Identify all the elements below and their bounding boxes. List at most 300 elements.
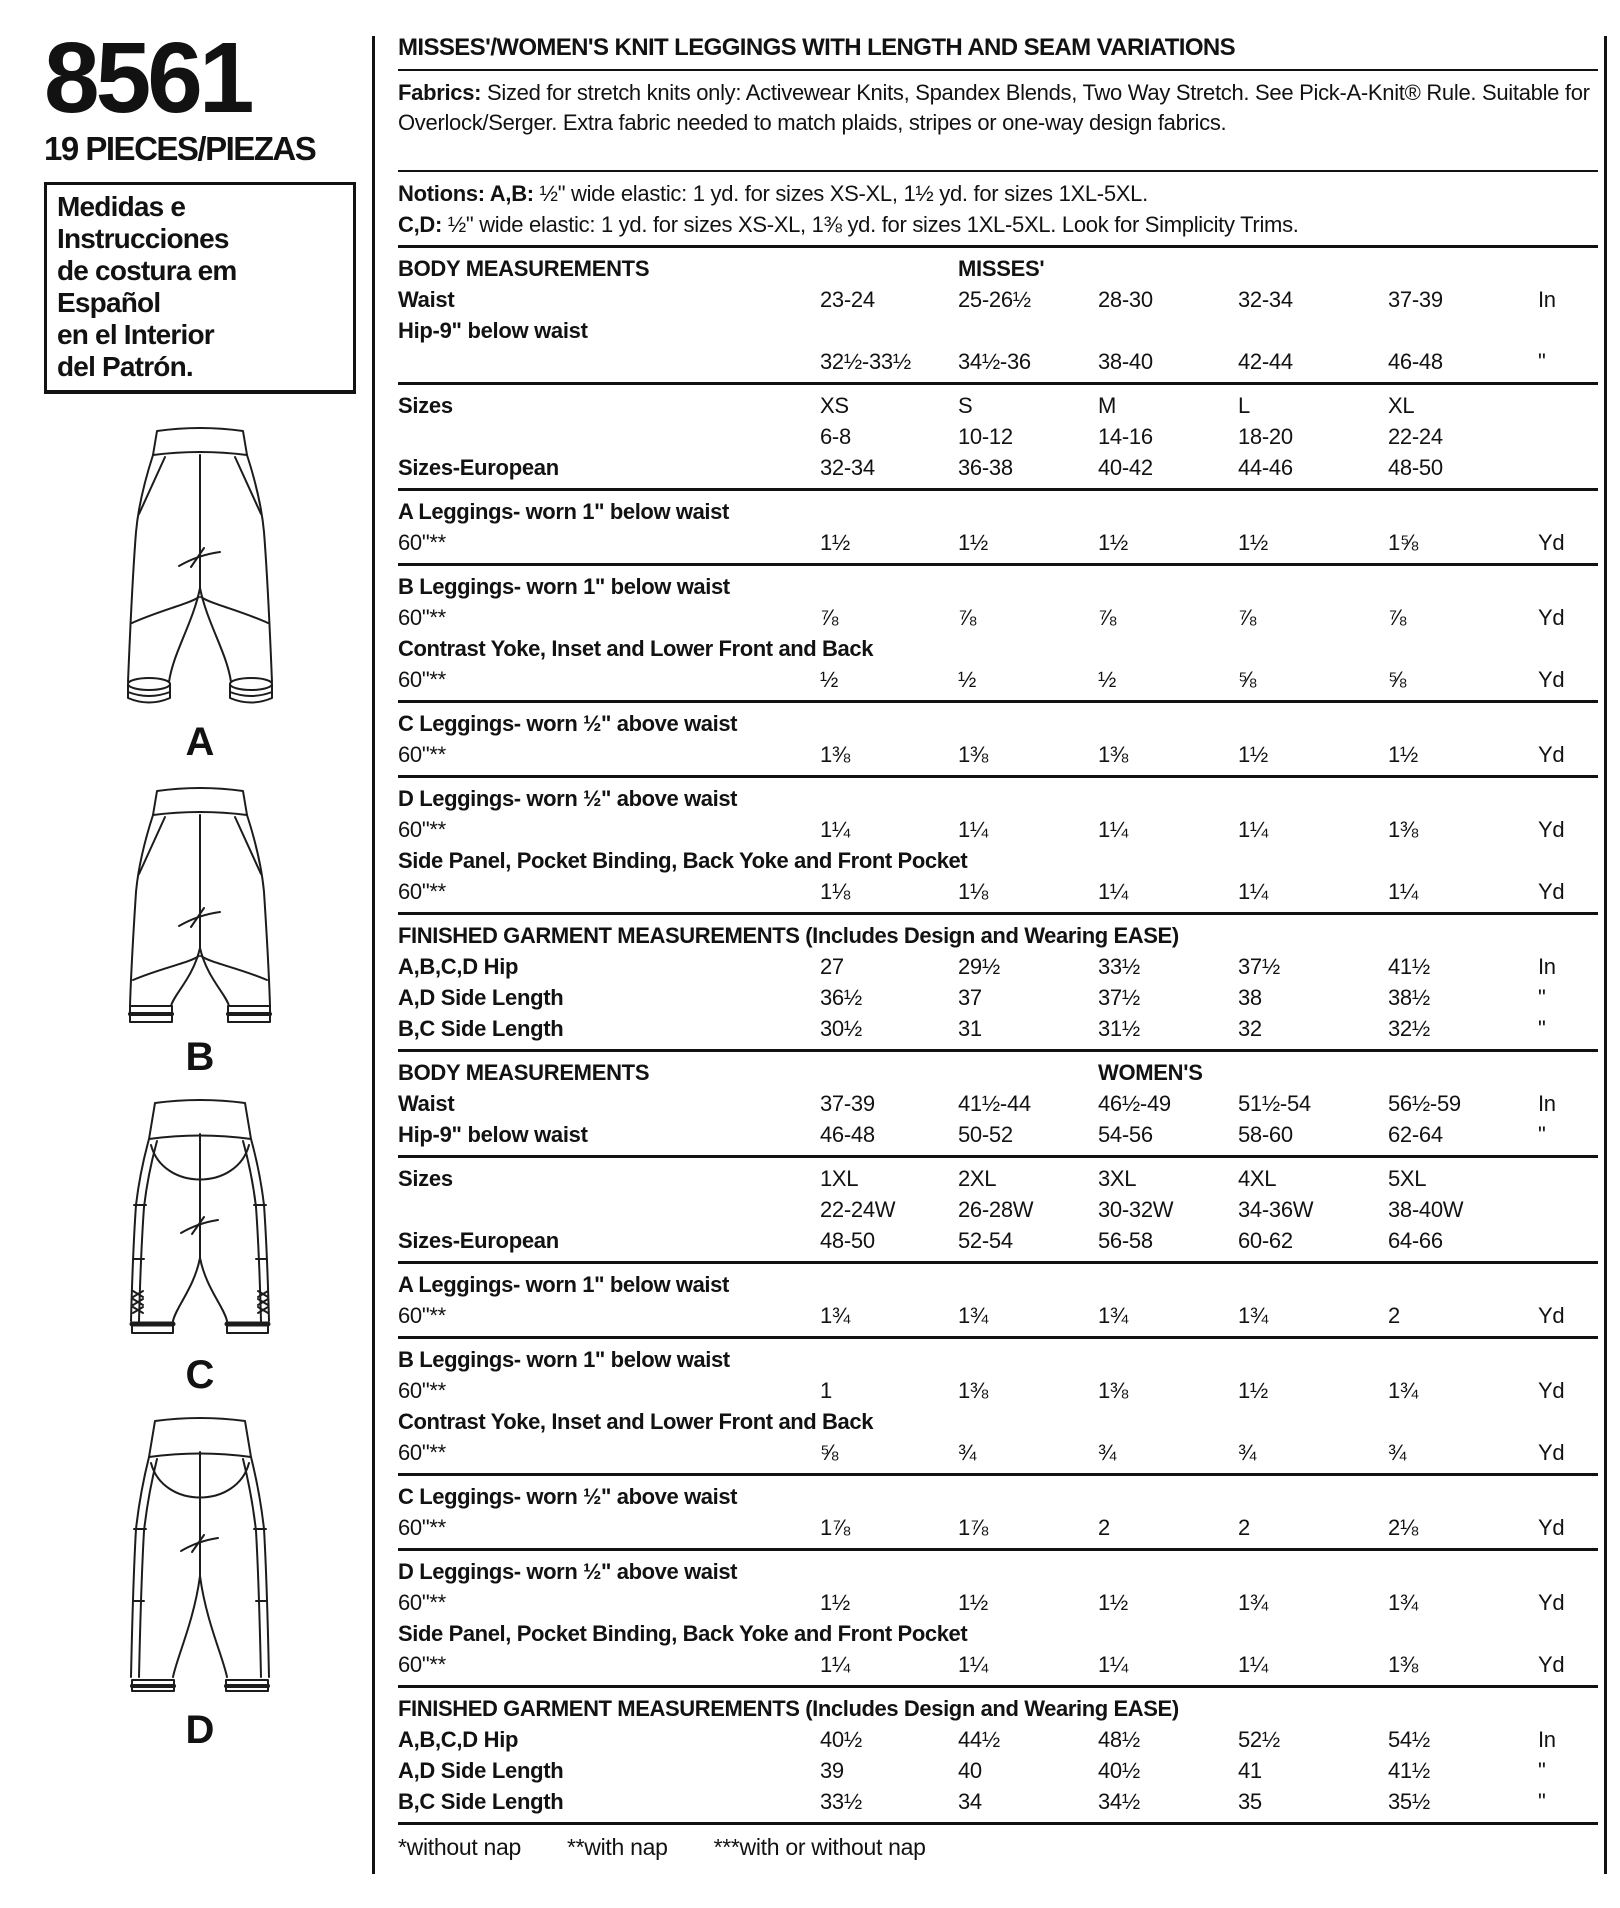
table-row xyxy=(398,1512,1598,1543)
size-value: ¾ xyxy=(958,1439,977,1465)
size-value: 1 xyxy=(820,1377,832,1403)
row-label: 60"** xyxy=(398,1589,446,1615)
row-label: Waist xyxy=(398,1090,455,1116)
section-heading: A Leggings- worn 1" below waist xyxy=(398,498,729,524)
size-value: ⅞ xyxy=(958,604,977,630)
row-label: 60"** xyxy=(398,529,446,555)
garment-view-a xyxy=(93,418,308,778)
unit-label: " xyxy=(1538,1015,1546,1041)
size-value: 1¼ xyxy=(958,1651,988,1677)
notions-line-2 xyxy=(398,210,1598,240)
size-value: 1½ xyxy=(958,529,988,555)
size-value: 1XL xyxy=(820,1165,859,1191)
size-value: 1¾ xyxy=(1238,1302,1268,1328)
unit-label: Yd xyxy=(1538,1377,1565,1403)
section-heading: B Leggings- worn 1" below waist xyxy=(398,1346,730,1372)
size-value: 52½ xyxy=(1238,1726,1280,1752)
size-value: 1¼ xyxy=(820,816,850,842)
unit-label: " xyxy=(1538,984,1546,1010)
row-label: Hip-9" below waist xyxy=(398,1121,588,1147)
nap-legend-item: ***with or without nap xyxy=(713,1833,926,1860)
size-value: ¾ xyxy=(1238,1439,1257,1465)
title-rule xyxy=(398,69,1598,71)
unit-label: " xyxy=(1538,348,1546,374)
size-value: 34½-36 xyxy=(958,348,1031,374)
unit-label xyxy=(1538,1194,1598,1225)
section-divider xyxy=(398,912,1598,915)
size-value: 30-32W xyxy=(1098,1196,1174,1222)
size-value: 1¾ xyxy=(1388,1589,1418,1615)
view-b-label: B xyxy=(185,1035,215,1080)
section-divider xyxy=(398,563,1598,566)
row-label: Sizes-European xyxy=(398,1227,559,1253)
size-value: 37½ xyxy=(1098,984,1140,1010)
size-value: 36½ xyxy=(820,984,862,1010)
nap-legend-item: **with nap xyxy=(567,1833,668,1860)
size-value: 1⅜ xyxy=(958,741,988,767)
row-label: B,C Side Length xyxy=(398,1788,564,1814)
size-value: 54½ xyxy=(1388,1726,1430,1752)
spanish-note-line: en el Interior xyxy=(57,318,214,350)
size-value: 38-40 xyxy=(1098,348,1153,374)
size-value: 35 xyxy=(1238,1788,1262,1814)
size-value: ½ xyxy=(820,666,839,692)
size-value xyxy=(1388,253,1538,284)
section-heading: FINISHED GARMENT MEASUREMENTS (Includes Design and Wearing EASE) xyxy=(398,1695,1179,1721)
row-label: 60"** xyxy=(398,1377,446,1403)
size-value: ½ xyxy=(1098,666,1117,692)
unit-label: Yd xyxy=(1538,878,1565,904)
size-value: 1¾ xyxy=(820,1302,850,1328)
unit-label: Yd xyxy=(1538,1439,1565,1465)
left-column xyxy=(44,22,356,1766)
unit-label: Yd xyxy=(1538,1651,1565,1677)
row-label: BODY MEASUREMENTS xyxy=(398,1059,650,1085)
size-value: 40½ xyxy=(1098,1757,1140,1783)
table-row xyxy=(398,253,1598,284)
row-label: A,D Side Length xyxy=(398,984,564,1010)
size-value: 25-26½ xyxy=(958,286,1031,312)
notions-rule xyxy=(398,245,1598,248)
size-value: 2XL xyxy=(958,1165,997,1191)
unit-label: Yd xyxy=(1538,666,1565,692)
size-value: 1½ xyxy=(1388,741,1418,767)
size-value: 46½-49 xyxy=(1098,1090,1171,1116)
size-value: 1¼ xyxy=(1388,878,1418,904)
size-value: 42-44 xyxy=(1238,348,1293,374)
row-label: Waist xyxy=(398,286,455,312)
table-row xyxy=(398,346,1598,377)
section-heading: B Leggings- worn 1" below waist xyxy=(398,573,730,599)
yardage-chart xyxy=(398,34,1598,1861)
size-value xyxy=(820,1057,958,1088)
size-value xyxy=(958,1057,1098,1088)
fabrics-rule xyxy=(398,170,1598,172)
size-value: 52-54 xyxy=(958,1227,1013,1253)
size-value: ⅞ xyxy=(1388,604,1407,630)
unit-label xyxy=(1538,1057,1598,1088)
size-value: 56-58 xyxy=(1098,1227,1153,1253)
row-label: A,B,C,D Hip xyxy=(398,953,519,979)
unit-label: " xyxy=(1538,1788,1546,1814)
garment-view-c xyxy=(93,1093,308,1411)
row-label: A,D Side Length xyxy=(398,1757,564,1783)
row-label: 60"** xyxy=(398,1439,446,1465)
size-value: 39 xyxy=(820,1757,844,1783)
size-value: 40½ xyxy=(820,1726,862,1752)
size-value: ⅞ xyxy=(820,604,839,630)
table-row xyxy=(398,421,1598,452)
unit-label: Yd xyxy=(1538,529,1565,555)
size-value: 2 xyxy=(1388,1302,1400,1328)
spanish-note-line: del Patrón. xyxy=(57,350,193,382)
size-value: 22-24 xyxy=(1388,423,1443,449)
size-value: 31 xyxy=(958,1015,982,1041)
table-row xyxy=(398,982,1598,1013)
table-row xyxy=(398,876,1598,907)
section-heading: Contrast Yoke, Inset and Lower Front and Back xyxy=(398,635,874,661)
size-value: 2 xyxy=(1098,1514,1110,1540)
size-value: 46-48 xyxy=(1388,348,1443,374)
table-row xyxy=(398,1587,1598,1618)
size-value xyxy=(820,315,958,346)
size-value: 38½ xyxy=(1388,984,1430,1010)
leggings-view-c-drawing xyxy=(93,1093,308,1351)
section-divider xyxy=(398,700,1598,703)
size-value: 1¼ xyxy=(1238,878,1268,904)
section-heading: C Leggings- worn ½" above waist xyxy=(398,1483,738,1509)
size-value xyxy=(1388,315,1538,346)
table-row xyxy=(398,1194,1598,1225)
table-row xyxy=(398,1088,1598,1119)
measurement-table xyxy=(398,253,1598,1825)
table-row xyxy=(398,739,1598,770)
size-value: 2 xyxy=(1238,1514,1250,1540)
table-row xyxy=(398,1786,1598,1817)
spanish-note-line: de costura em Español xyxy=(57,254,237,318)
size-value xyxy=(1238,315,1388,346)
size-value: 1⅞ xyxy=(820,1514,850,1540)
size-value: 48-50 xyxy=(1388,454,1443,480)
pieces-count: 19 PIECES/PIEZAS xyxy=(44,130,316,167)
size-value: 32 xyxy=(1238,1015,1262,1041)
size-value: ½ xyxy=(958,666,977,692)
size-value: 38 xyxy=(1238,984,1262,1010)
leggings-view-d-drawing xyxy=(93,1411,308,1706)
size-value: 37-39 xyxy=(820,1090,875,1116)
table-row xyxy=(398,452,1598,483)
view-a-label: A xyxy=(185,720,215,765)
size-value: 29½ xyxy=(958,953,1000,979)
size-value: 1⅜ xyxy=(1388,1651,1418,1677)
size-value: 28-30 xyxy=(1098,286,1153,312)
size-value: 1⅜ xyxy=(820,741,850,767)
size-value: 62-64 xyxy=(1388,1121,1443,1147)
size-value: 1½ xyxy=(958,1589,988,1615)
size-value: XL xyxy=(1388,392,1415,418)
size-value: 41½ xyxy=(1388,953,1430,979)
size-value: 1¼ xyxy=(1238,816,1268,842)
section-heading: Side Panel, Pocket Binding, Back Yoke and Front Pocket xyxy=(398,1620,968,1646)
table-row xyxy=(398,1163,1598,1194)
table-row xyxy=(398,1057,1598,1088)
row-label: BODY MEASUREMENTS xyxy=(398,255,650,281)
column-divider-line xyxy=(372,36,375,1874)
unit-label: In xyxy=(1538,1090,1556,1116)
right-border-line xyxy=(1604,36,1607,1874)
size-value: 1¼ xyxy=(1098,1651,1128,1677)
garment-view-d xyxy=(93,1411,308,1766)
row-label: 60"** xyxy=(398,1514,446,1540)
unit-label xyxy=(1538,1225,1598,1256)
size-value: 1½ xyxy=(1098,1589,1128,1615)
section-heading: FINISHED GARMENT MEASUREMENTS (Includes Design and Wearing EASE) xyxy=(398,922,1179,948)
row-label: 60"** xyxy=(398,604,446,630)
unit-label xyxy=(1538,390,1598,421)
section-heading: C Leggings- worn ½" above waist xyxy=(398,710,738,736)
view-d-label: D xyxy=(185,1708,215,1753)
size-value: S xyxy=(958,392,973,418)
section-heading: Side Panel, Pocket Binding, Back Yoke and Front Pocket xyxy=(398,847,968,873)
size-value: ¾ xyxy=(1098,1439,1117,1465)
size-value: 1½ xyxy=(1238,741,1268,767)
row-label xyxy=(398,346,820,377)
table-row xyxy=(398,1119,1598,1150)
size-value: 34 xyxy=(958,1788,982,1814)
size-value: 56½-59 xyxy=(1388,1090,1461,1116)
notions-text-2: ½" wide elastic: 1 yd. for sizes XS-XL, 1⅜ yd. for sizes 1XL-5XL. Look for Simplicity Trims. xyxy=(442,211,1299,237)
size-value: 41½ xyxy=(1388,1757,1430,1783)
size-value: 1¼ xyxy=(1238,1651,1268,1677)
size-value: 32-34 xyxy=(1238,286,1293,312)
size-value: 1¼ xyxy=(820,1651,850,1677)
size-value: 34½ xyxy=(1098,1788,1140,1814)
size-value xyxy=(1238,1057,1388,1088)
unit-label xyxy=(1538,253,1598,284)
size-value: ⅞ xyxy=(1098,604,1117,630)
size-value: WOMEN'S xyxy=(1098,1059,1203,1085)
size-value: 1⅝ xyxy=(1388,529,1418,555)
size-value: 48½ xyxy=(1098,1726,1140,1752)
spanish-note-box xyxy=(44,182,356,394)
size-value: 51½-54 xyxy=(1238,1090,1311,1116)
size-value: 1⅛ xyxy=(820,878,850,904)
section-divider xyxy=(398,775,1598,778)
size-value: 1⅜ xyxy=(1388,816,1418,842)
row-label xyxy=(398,421,820,452)
size-value: 22-24W xyxy=(820,1196,896,1222)
unit-label: In xyxy=(1538,1726,1556,1752)
unit-label xyxy=(1538,315,1598,346)
table-row xyxy=(398,1375,1598,1406)
size-value: 1½ xyxy=(820,1589,850,1615)
size-value: MISSES' xyxy=(958,255,1045,281)
size-value: 40 xyxy=(958,1757,982,1783)
row-label: 60"** xyxy=(398,741,446,767)
size-value: 44½ xyxy=(958,1726,1000,1752)
size-value: 37-39 xyxy=(1388,286,1443,312)
fabrics-paragraph xyxy=(398,78,1598,138)
size-value: 54-56 xyxy=(1098,1121,1153,1147)
size-value: 31½ xyxy=(1098,1015,1140,1041)
row-label xyxy=(398,1194,820,1225)
unit-label: Yd xyxy=(1538,1514,1565,1540)
size-value: 1¾ xyxy=(1238,1589,1268,1615)
size-value xyxy=(1388,1057,1538,1088)
leggings-view-b-drawing xyxy=(93,778,308,1033)
size-value: 6-8 xyxy=(820,423,851,449)
row-label: Hip-9" below waist xyxy=(398,317,588,343)
section-divider xyxy=(398,1155,1598,1158)
size-value xyxy=(1098,315,1238,346)
size-value: 30½ xyxy=(820,1015,862,1041)
garment-view-b xyxy=(93,778,308,1093)
table-row xyxy=(398,1649,1598,1680)
size-value: 1½ xyxy=(1238,529,1268,555)
unit-label: " xyxy=(1538,1121,1546,1147)
size-value: 1⅛ xyxy=(958,878,988,904)
pattern-number: 8561 xyxy=(44,22,251,134)
size-value: ⅞ xyxy=(1238,604,1257,630)
size-value: 36-38 xyxy=(958,454,1013,480)
row-label: 60"** xyxy=(398,1651,446,1677)
table-row xyxy=(398,602,1598,633)
size-value: 48-50 xyxy=(820,1227,875,1253)
section-divider xyxy=(398,1685,1598,1688)
unit-label: Yd xyxy=(1538,1589,1565,1615)
table-row xyxy=(398,951,1598,982)
size-value: 27 xyxy=(820,953,844,979)
unit-label xyxy=(1538,452,1598,483)
unit-label: " xyxy=(1538,1757,1546,1783)
size-value: 1¾ xyxy=(958,1302,988,1328)
spacer xyxy=(398,139,1598,163)
size-value: 46-48 xyxy=(820,1121,875,1147)
size-value: 1⅜ xyxy=(1098,1377,1128,1403)
size-value: L xyxy=(1238,392,1250,418)
size-value: 33½ xyxy=(1098,953,1140,979)
size-value xyxy=(1098,253,1238,284)
section-divider xyxy=(398,488,1598,491)
row-label: 60"** xyxy=(398,816,446,842)
row-label: Sizes xyxy=(398,1165,453,1191)
table-row xyxy=(398,284,1598,315)
fabrics-text: Sized for stretch knits only: Activewear Knits, Spandex Blends, Two Way Stretch. See Pick-A-Knit® Rule. Suitable for Overlock/Serger. Extra fabric needed to match plaids, stripes or one-way design fabrics. xyxy=(398,79,1590,135)
size-value xyxy=(1238,253,1388,284)
size-value: 1⅜ xyxy=(958,1377,988,1403)
size-value: 58-60 xyxy=(1238,1121,1293,1147)
size-value: 1½ xyxy=(1238,1377,1268,1403)
size-value xyxy=(958,315,1098,346)
size-value: 3XL xyxy=(1098,1165,1137,1191)
table-row xyxy=(398,527,1598,558)
size-value: 44-46 xyxy=(1238,454,1293,480)
size-value: 1½ xyxy=(1098,529,1128,555)
section-divider xyxy=(398,1822,1598,1825)
unit-label xyxy=(1538,1163,1598,1194)
size-value: 1⅞ xyxy=(958,1514,988,1540)
table-row xyxy=(398,814,1598,845)
size-value: 1½ xyxy=(820,529,850,555)
unit-label: Yd xyxy=(1538,741,1565,767)
size-value: 41 xyxy=(1238,1757,1262,1783)
table-row xyxy=(398,1724,1598,1755)
fabrics-label: Fabrics: xyxy=(398,79,482,105)
table-row xyxy=(398,1755,1598,1786)
section-divider xyxy=(398,382,1598,385)
size-value: 10-12 xyxy=(958,423,1013,449)
size-value: 32½ xyxy=(1388,1015,1430,1041)
size-value: 34-36W xyxy=(1238,1196,1314,1222)
size-value: 37 xyxy=(958,984,982,1010)
row-label: Sizes-European xyxy=(398,454,559,480)
table-row xyxy=(398,390,1598,421)
notions-line-1 xyxy=(398,179,1598,209)
size-value: ¾ xyxy=(1388,1439,1407,1465)
section-heading: A Leggings- worn 1" below waist xyxy=(398,1271,729,1297)
table-row xyxy=(398,664,1598,695)
size-value: 41½-44 xyxy=(958,1090,1031,1116)
row-label: B,C Side Length xyxy=(398,1015,564,1041)
section-divider xyxy=(398,1548,1598,1551)
row-label: 60"** xyxy=(398,878,446,904)
size-value: 33½ xyxy=(820,1788,862,1814)
section-heading: D Leggings- worn ½" above waist xyxy=(398,785,738,811)
unit-label: Yd xyxy=(1538,1302,1565,1328)
size-value: ⅝ xyxy=(820,1439,839,1465)
leggings-view-a-drawing xyxy=(93,418,308,718)
table-row xyxy=(398,1437,1598,1468)
size-value: 4XL xyxy=(1238,1165,1277,1191)
garment-views xyxy=(44,418,356,1766)
size-value: 32½-33½ xyxy=(820,348,911,374)
size-value: 2⅛ xyxy=(1388,1514,1418,1540)
size-value: ⅝ xyxy=(1388,666,1407,692)
section-heading: D Leggings- worn ½" above waist xyxy=(398,1558,738,1584)
row-label: A,B,C,D Hip xyxy=(398,1726,519,1752)
table-row xyxy=(398,1013,1598,1044)
size-value: 40-42 xyxy=(1098,454,1153,480)
size-value: 35½ xyxy=(1388,1788,1430,1814)
unit-label: Yd xyxy=(1538,816,1565,842)
unit-label xyxy=(1538,421,1598,452)
size-value: 23-24 xyxy=(820,286,875,312)
view-c-label: C xyxy=(185,1353,215,1398)
size-value: 1¼ xyxy=(958,816,988,842)
section-divider xyxy=(398,1336,1598,1339)
size-value: 1⅜ xyxy=(1098,741,1128,767)
unit-label: In xyxy=(1538,286,1556,312)
size-value: 26-28W xyxy=(958,1196,1034,1222)
notions-label-1: Notions: A,B: xyxy=(398,180,534,206)
section-divider xyxy=(398,1473,1598,1476)
size-value: M xyxy=(1098,392,1117,418)
unit-label: In xyxy=(1538,953,1556,979)
notions-label-2: C,D: xyxy=(398,211,443,237)
size-value: XS xyxy=(820,392,849,418)
size-value: 1¾ xyxy=(1388,1377,1418,1403)
table-row xyxy=(398,1300,1598,1331)
size-value: 37½ xyxy=(1238,953,1280,979)
section-divider xyxy=(398,1261,1598,1264)
size-value: 1¼ xyxy=(1098,878,1128,904)
size-value xyxy=(820,253,958,284)
size-value: 14-16 xyxy=(1098,423,1153,449)
size-value: 64-66 xyxy=(1388,1227,1443,1253)
section-divider xyxy=(398,1049,1598,1052)
size-value: 5XL xyxy=(1388,1165,1427,1191)
notions-text-1: ½" wide elastic: 1 yd. for sizes XS-XL, 1½ yd. for sizes 1XL-5XL. xyxy=(533,180,1148,206)
